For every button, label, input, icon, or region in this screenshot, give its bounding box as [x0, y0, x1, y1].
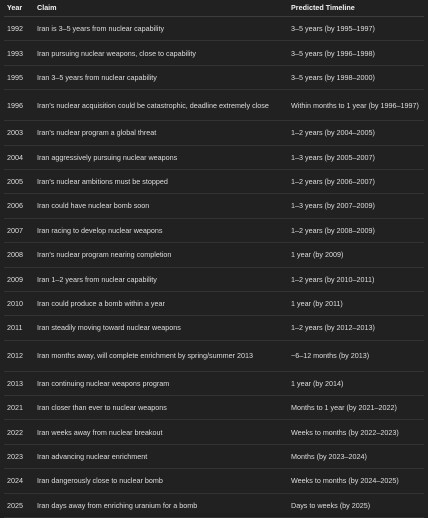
- cell-claim: Iran's nuclear program a global threat: [34, 121, 288, 145]
- cell-year: 1995: [4, 65, 34, 89]
- table-row: [4, 469, 424, 493]
- table-row: [4, 371, 424, 395]
- cell-claim: Iran could produce a bomb within a year: [34, 291, 288, 315]
- table-row: [4, 41, 424, 65]
- cell-year: 2005: [4, 169, 34, 193]
- cell-timeline: ~6–12 months (by 2013): [288, 340, 424, 371]
- cell-year: 2023: [4, 444, 34, 468]
- cell-timeline: 1–3 years (by 2005–2007): [288, 145, 424, 169]
- table-row: [4, 17, 424, 41]
- cell-timeline: Days to weeks (by 2025): [288, 493, 424, 517]
- cell-timeline: 1 year (by 2011): [288, 291, 424, 315]
- cell-timeline: 3–5 years (by 1995–1997): [288, 17, 424, 41]
- cell-year: 2009: [4, 267, 34, 291]
- cell-claim: Iran dangerously close to nuclear bomb: [34, 469, 288, 493]
- cell-claim: Iran weeks away from nuclear breakout: [34, 420, 288, 444]
- cell-claim: Iran is 3–5 years from nuclear capability: [34, 17, 288, 41]
- cell-timeline: 1–3 years (by 2007–2009): [288, 194, 424, 218]
- header-year: Year: [4, 0, 34, 17]
- cell-timeline: Weeks to months (by 2024–2025): [288, 469, 424, 493]
- cell-timeline: Months (by 2023–2024): [288, 444, 424, 468]
- table-row: [4, 194, 424, 218]
- cell-year: 2007: [4, 218, 34, 242]
- cell-year: 2011: [4, 316, 34, 340]
- cell-claim: Iran racing to develop nuclear weapons: [34, 218, 288, 242]
- cell-year: 2003: [4, 121, 34, 145]
- table-row: [4, 243, 424, 267]
- cell-claim: Iran aggressively pursuing nuclear weapons: [34, 145, 288, 169]
- cell-claim: Iran steadily moving toward nuclear weapons: [34, 316, 288, 340]
- cell-year: 1993: [4, 41, 34, 65]
- header-row: [4, 0, 424, 17]
- table-row: [4, 169, 424, 193]
- cell-timeline: 1 year (by 2009): [288, 243, 424, 267]
- cell-year: 2006: [4, 194, 34, 218]
- cell-year: 2022: [4, 420, 34, 444]
- cell-timeline: 1–2 years (by 2010–2011): [288, 267, 424, 291]
- cell-timeline: 1–2 years (by 2012–2013): [288, 316, 424, 340]
- cell-year: 2010: [4, 291, 34, 315]
- cell-year: 2004: [4, 145, 34, 169]
- table-row: [4, 291, 424, 315]
- cell-claim: Iran advancing nuclear enrichment: [34, 444, 288, 468]
- cell-claim: Iran's nuclear acquisition could be catastrophic, deadline extremely close: [34, 90, 288, 121]
- cell-timeline: Months to 1 year (by 2021–2022): [288, 396, 424, 420]
- cell-timeline: 1 year (by 2014): [288, 371, 424, 395]
- table-row: [4, 121, 424, 145]
- table-header: [4, 0, 424, 17]
- cell-year: 2024: [4, 469, 34, 493]
- table-row: [4, 340, 424, 371]
- cell-claim: Iran 1–2 years from nuclear capability: [34, 267, 288, 291]
- cell-year: 2012: [4, 340, 34, 371]
- table-body: [4, 17, 424, 518]
- header-claim: Claim: [34, 0, 288, 17]
- table-row: [4, 267, 424, 291]
- cell-claim: Iran 3–5 years from nuclear capability: [34, 65, 288, 89]
- cell-timeline: 1–2 years (by 2004–2005): [288, 121, 424, 145]
- table-row: [4, 90, 424, 121]
- predictions-table: [4, 0, 424, 518]
- cell-claim: Iran closer than ever to nuclear weapons: [34, 396, 288, 420]
- cell-year: 2025: [4, 493, 34, 517]
- table-row: [4, 65, 424, 89]
- table-row: [4, 218, 424, 242]
- cell-timeline: 3–5 years (by 1996–1998): [288, 41, 424, 65]
- table-row: [4, 444, 424, 468]
- cell-claim: Iran's nuclear program nearing completion: [34, 243, 288, 267]
- cell-claim: Iran months away, will complete enrichment by spring/summer 2013: [34, 340, 288, 371]
- table-row: [4, 145, 424, 169]
- cell-year: 1992: [4, 17, 34, 41]
- cell-claim: Iran continuing nuclear weapons program: [34, 371, 288, 395]
- cell-year: 1996: [4, 90, 34, 121]
- cell-year: 2021: [4, 396, 34, 420]
- header-timeline: Predicted Timeline: [288, 0, 424, 17]
- table-row: [4, 420, 424, 444]
- table-row: [4, 396, 424, 420]
- cell-year: 2013: [4, 371, 34, 395]
- table-row: [4, 316, 424, 340]
- cell-timeline: Within months to 1 year (by 1996–1997): [288, 90, 424, 121]
- cell-timeline: Weeks to months (by 2022–2023): [288, 420, 424, 444]
- cell-year: 2008: [4, 243, 34, 267]
- cell-claim: Iran's nuclear ambitions must be stopped: [34, 169, 288, 193]
- cell-timeline: 1–2 years (by 2008–2009): [288, 218, 424, 242]
- table-row: [4, 493, 424, 517]
- cell-timeline: 1–2 years (by 2006–2007): [288, 169, 424, 193]
- cell-claim: Iran days away from enriching uranium for a bomb: [34, 493, 288, 517]
- cell-claim: Iran could have nuclear bomb soon: [34, 194, 288, 218]
- cell-claim: Iran pursuing nuclear weapons, close to capability: [34, 41, 288, 65]
- cell-timeline: 3–5 years (by 1998–2000): [288, 65, 424, 89]
